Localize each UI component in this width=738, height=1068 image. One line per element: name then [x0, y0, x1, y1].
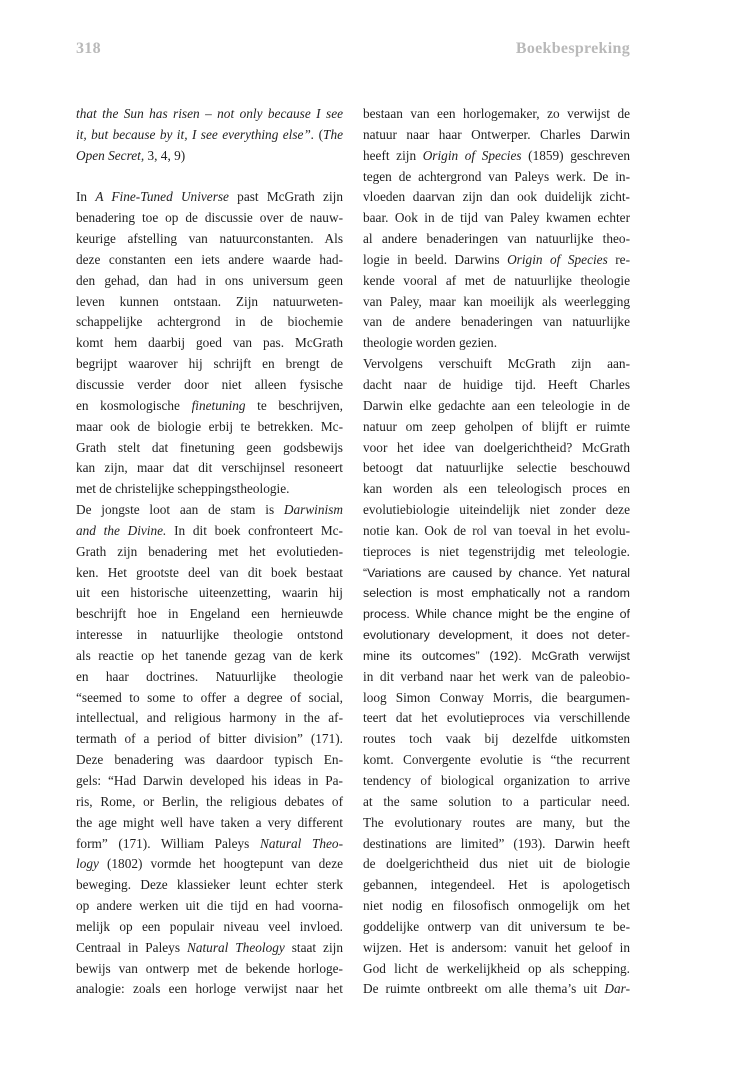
text-line — [76, 146, 343, 167]
text-run: al andere benaderingen van natuurlijke theo- — [363, 231, 630, 247]
text-run: melijk op een populair niveau veel invloed. — [76, 918, 343, 934]
text-line — [76, 708, 343, 729]
text-run: deze constanten een iets andere waarde had- — [76, 251, 343, 267]
italic-text: it, but because by it, I see everything else”. — [76, 126, 315, 142]
text-run: selection is most emphatically not a random — [363, 586, 630, 601]
text-line — [363, 521, 630, 542]
text-run: maar ook de biologie erbij te betrekken. Mc- — [76, 418, 343, 434]
right-column — [363, 104, 630, 1000]
text-run: heeft zijn — [363, 147, 423, 163]
text-run: voor het idee van doelgerichtheid? McGrath — [363, 439, 630, 455]
text-run: re- — [607, 251, 630, 267]
text-run: evolutionary development, it does not deter- — [363, 628, 630, 643]
text-line — [363, 834, 630, 855]
text-line — [76, 479, 343, 500]
text-line — [76, 333, 343, 354]
text-run: baar. Ook in de tijd van Paley kwamen echter — [363, 210, 630, 226]
text-line — [76, 104, 343, 125]
text-run: als reactie op het tanende gezag van de kerk — [76, 647, 343, 663]
text-line — [363, 875, 630, 896]
text-run: discussie verder door niet alleen fysische — [76, 376, 343, 392]
text-run: 3, 4, 9) — [144, 147, 186, 163]
text-run: van de andere benaderingen van natuurlijke — [363, 314, 630, 330]
text-run: gels: “Had Darwin developed his ideas in Pa- — [76, 773, 343, 788]
text-line — [76, 834, 343, 855]
text-line — [363, 729, 630, 750]
text-line — [363, 604, 630, 625]
text-line — [76, 375, 343, 396]
text-run: komt hem daarbij goed van pas. McGrath — [76, 335, 343, 351]
text-line — [363, 458, 630, 479]
text-run: the age might well have taken a very different — [76, 814, 343, 830]
text-line — [363, 271, 630, 292]
text-run: theologie worden gezien. — [363, 335, 498, 351]
text-line — [363, 646, 630, 667]
text-line — [76, 396, 343, 417]
text-run: at the same solution to a particular need. — [363, 793, 630, 809]
italic-text: Dar- — [604, 981, 630, 997]
text-run: Darwin elke gedachte aan een teleologie in de — [363, 397, 630, 413]
text-line — [363, 250, 630, 271]
text-run: Grath zijn benadering met het evolutieden- — [76, 543, 343, 559]
text-run: destinations are limited” (193). Darwin heeft — [363, 835, 630, 851]
text-line — [76, 271, 343, 292]
text-run: staat zijn — [284, 939, 343, 955]
text-run: loog Simon Conway Morris, die beargumen- — [363, 689, 630, 705]
text-run: Vervolgens verschuift McGrath zijn aan- — [363, 356, 630, 372]
text-run: benadering toe op de discussie over de nauw- — [76, 210, 343, 226]
text-run: De ruimte ontbreekt om alle thema’s uit — [363, 981, 605, 997]
text-run: intellectual, and religious harmony in the af- — [76, 710, 343, 726]
text-run: de doelgerichtheid dus niet uit de biologie — [363, 856, 630, 872]
text-line — [363, 438, 630, 459]
text-run: niet nodig en filosofisch onmogelijk om het — [363, 898, 630, 914]
text-line — [363, 500, 630, 521]
text-line — [76, 521, 343, 542]
text-line — [363, 771, 630, 792]
text-line — [76, 896, 343, 917]
text-run: tieproces is niet tegenstrijdig met teleologie. — [363, 543, 630, 559]
italic-text: finetuning — [191, 397, 246, 413]
text-line — [363, 979, 630, 1000]
text-line — [76, 229, 343, 250]
page-number: 318 — [76, 40, 101, 57]
running-title: Boekbespreking — [515, 40, 630, 57]
text-run: kan zijn, maar dat dit verschijnsel resoneert — [76, 460, 343, 476]
text-run: De jongste loot aan de stam is — [76, 502, 284, 518]
text-run: ris, Rome, or Berlin, the religious debates of — [76, 793, 343, 809]
text-run: In — [76, 189, 96, 205]
text-run: op andere werken uit die tijd en had voorna- — [76, 898, 343, 914]
text-line — [363, 312, 630, 333]
text-run: bewijs van ontwerp met de bekende horloge- — [76, 960, 343, 976]
text-run: ken. Het grootste deel van dit boek bestaat — [76, 564, 343, 580]
text-line — [363, 417, 630, 438]
text-line — [363, 563, 630, 584]
text-run: den gehad, dan had in ons universum geen — [76, 272, 343, 288]
text-run: interesse in natuurlijke theologie ontstond — [76, 627, 343, 643]
text-line — [363, 208, 630, 229]
text-line — [76, 458, 343, 479]
text-line — [76, 875, 343, 896]
text-run: process. While chance might be the engine of — [363, 607, 630, 622]
text-line — [363, 625, 630, 646]
italic-text: Natural Theo- — [259, 835, 343, 851]
text-line — [363, 854, 630, 875]
text-line — [76, 438, 343, 459]
text-line — [76, 583, 343, 604]
text-line — [76, 604, 343, 625]
left-column — [76, 104, 343, 1000]
text-run: In dit boek confronteert Mc- — [166, 522, 343, 538]
text-line — [76, 500, 343, 521]
text-line — [76, 854, 343, 875]
text-line — [363, 187, 630, 208]
italic-text: Natural Theology — [186, 939, 285, 955]
text-line — [363, 813, 630, 834]
text-line — [363, 917, 630, 938]
text-line — [363, 708, 630, 729]
text-run: Centraal in Paleys — [76, 939, 187, 955]
text-line — [76, 750, 343, 771]
text-run: beweging. Deze klassieker leunt echter sterk — [76, 877, 343, 893]
text-run: “Variations are caused by chance. Yet natural — [363, 565, 630, 580]
text-run: teert dat het evolutieproces via verschillende — [363, 710, 630, 726]
text-run: komt. Convergente evolutie is “the recurrent — [363, 752, 630, 768]
text-line — [76, 292, 343, 313]
text-line — [363, 375, 630, 396]
text-run: beschrijft hoe in Engeland een hernieuwde — [76, 606, 343, 622]
italic-text: The — [323, 126, 343, 142]
text-line — [76, 563, 343, 584]
text-run: vloeden daarvan zijn dan ook duidelijk zicht- — [363, 189, 630, 205]
text-line — [76, 312, 343, 333]
text-line — [363, 750, 630, 771]
text-line — [363, 333, 630, 354]
text-run: (1859) geschreven — [521, 147, 630, 163]
text-line — [76, 542, 343, 563]
text-line — [363, 292, 630, 313]
text-run: en kosmologische — [76, 397, 192, 413]
text-line — [76, 813, 343, 834]
text-line — [363, 959, 630, 980]
text-line — [76, 417, 343, 438]
text-line — [76, 646, 343, 667]
text-run: termath of a period of bitter division” (171). — [76, 731, 343, 747]
text-run: The evolutionary routes are many, but the — [363, 814, 630, 830]
text-run: uit een historische uiteenzetting, waarin hij — [76, 585, 343, 601]
text-run: (1802) vormde het hoogtepunt van deze — [98, 856, 343, 872]
text-run: past McGrath zijn — [228, 189, 343, 205]
text-line — [363, 667, 630, 688]
text-line — [363, 229, 630, 250]
text-line — [76, 354, 343, 375]
text-run: natuur naar haar Ontwerper. Charles Darwin — [363, 126, 630, 142]
text-run: betoogt dat natuurlijke selectie beschouwd — [363, 460, 630, 476]
text-line — [363, 104, 630, 125]
text-line — [363, 479, 630, 500]
text-run: gebannen, integendeel. Het is apologetisch — [363, 877, 630, 893]
text-run: notie kan. Ook de rol van toeval in het evolu- — [363, 522, 630, 538]
italic-text: and the Divine. — [76, 522, 167, 538]
text-run: ( — [314, 126, 324, 142]
text-line — [363, 396, 630, 417]
italic-text: that the Sun has risen – not only because I see — [76, 106, 343, 121]
text-line — [363, 125, 630, 146]
italic-text: A Fine-Tuned Universe — [95, 189, 229, 205]
text-line — [76, 959, 343, 980]
text-line — [363, 896, 630, 917]
text-run: evolutiebiologie uiteindelijk niet zonder deze — [363, 502, 630, 518]
text-run: “seemed to some to offer a degree of social, — [76, 689, 343, 705]
text-line — [76, 917, 343, 938]
page-header — [76, 40, 630, 64]
italic-text: Origin of Species — [422, 147, 522, 163]
text-run: kan worden als een teleologisch proces en — [363, 481, 630, 497]
text-run: mine its outcomes” (192). McGrath verwijst — [363, 648, 630, 663]
text-run: natuur om zeep geholpen of blijft er ruimte — [363, 418, 630, 434]
text-line — [76, 771, 343, 792]
text-run: en haar doctrines. Natuurlijke theologie — [76, 668, 343, 684]
text-line — [76, 792, 343, 813]
text-run: goddelijke ontwerp van dit universum te be- — [363, 918, 630, 934]
text-line — [76, 187, 343, 208]
text-line — [363, 792, 630, 813]
text-run: leven kunnen ontstaan. Zijn natuurweten- — [76, 293, 343, 309]
text-run: routes toch vaak bij dezelfde uitkomsten — [363, 731, 630, 747]
text-line — [76, 938, 343, 959]
text-run: te beschrijven, — [245, 397, 343, 413]
text-run: dacht naar de huidige tijd. Heeft Charles — [363, 376, 630, 392]
text-line — [76, 250, 343, 271]
text-run: keurige afstelling van natuurconstanten. Als — [76, 231, 343, 247]
text-line — [363, 354, 630, 375]
text-line — [363, 688, 630, 709]
text-line — [363, 542, 630, 563]
text-line — [363, 167, 630, 188]
italic-text: Origin of Species — [507, 251, 608, 267]
text-run: form” (171). William Paleys — [76, 835, 260, 851]
paragraph-gap — [76, 167, 343, 188]
text-line — [363, 146, 630, 167]
text-line — [76, 688, 343, 709]
text-line — [76, 208, 343, 229]
text-line — [363, 583, 630, 604]
text-run: Grath stelt dat finetuning geen godsbewijs — [76, 439, 343, 455]
text-run: met de christelijke scheppingstheologie. — [76, 481, 290, 497]
text-run: van Paley, maar kan moeilijk als weerlegging — [363, 293, 630, 309]
text-run: God licht de werkelijkheid op als schepping. — [363, 960, 630, 976]
text-run: in dit verband naar het werk van de paleobio- — [363, 668, 630, 684]
text-run: wijzen. Het is andersom: vanuit het geloof in — [363, 939, 630, 955]
italic-text: Open Secret, — [76, 147, 145, 163]
text-run: begrijpt waarover hij schrijft en brengt de — [76, 356, 343, 372]
italic-text: Darwinism — [283, 502, 343, 518]
italic-text: logy — [76, 856, 99, 872]
text-run: bestaan van een horlogemaker, zo verwijst de — [363, 106, 630, 121]
text-run: analogie: zoals een horloge verwijst naar het — [76, 981, 343, 997]
text-run: tendency of biological organization to arrive — [363, 773, 630, 788]
text-line — [76, 667, 343, 688]
text-run: Deze benadering was daardoor typisch En- — [76, 752, 343, 768]
text-line — [76, 729, 343, 750]
text-run: tegen de achtergrond van Paleys werk. De in- — [363, 168, 630, 184]
text-line — [76, 625, 343, 646]
text-run: schappelijke achtergrond in de biochemie — [76, 314, 343, 330]
text-run: logie in beeld. Darwins — [363, 251, 508, 267]
text-line — [76, 979, 343, 1000]
text-run: kende vooral af met de natuurlijke theologie — [363, 272, 630, 288]
text-line — [76, 125, 343, 146]
text-line — [363, 938, 630, 959]
